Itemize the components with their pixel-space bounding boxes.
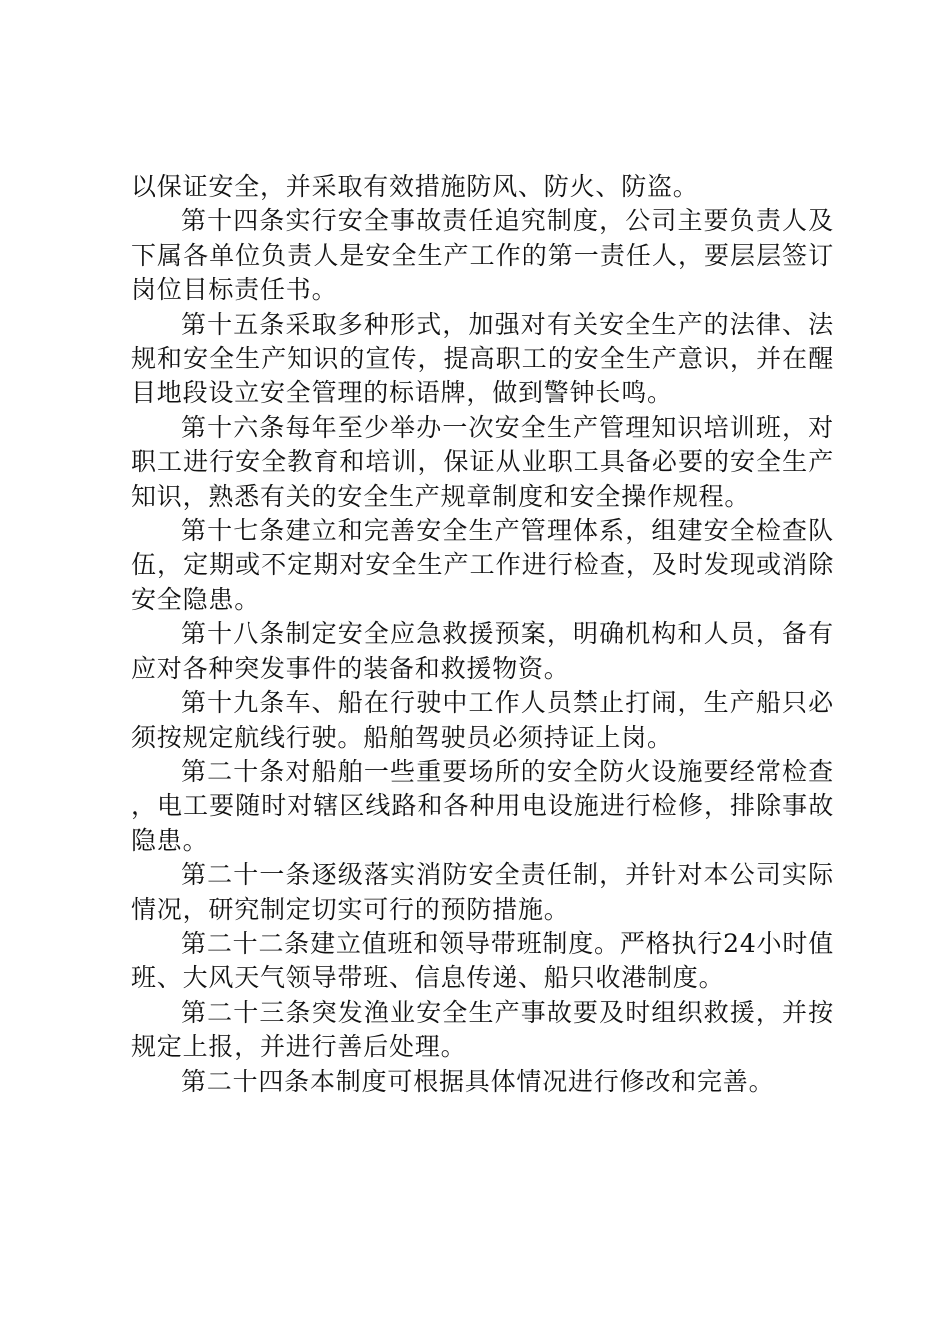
article-18: 第十八条制定安全应急救援预案，明确机构和人员，备有应对各种突发事件的装备和救援物资。 (131, 619, 834, 683)
article-14: 第十四条实行安全事故责任追究制度，公司主要负责人及下属各单位负责人是安全生产工作的第一责任人，要层层签订岗位目标责任书。 (131, 206, 834, 305)
article-20: 第二十条对船舶一些重要场所的安全防火设施要经常检查，电工要随时对辖区线路和各种用电设施进行检修，排除事故隐患。 (131, 756, 834, 855)
document-page (131, 170, 834, 1099)
article-22: 第二十二条建立值班和领导带班制度。严格执行24小时值班、大风天气领导带班、信息传递、船只收港制度。 (131, 928, 834, 993)
article-23: 第二十三条突发渔业安全生产事故要及时组织救援，并按规定上报，并进行善后处理。 (131, 997, 834, 1062)
article-16: 第十六条每年至少举办一次安全生产管理知识培训班，对职工进行安全教育和培训，保证从业职工具备必要的安全生产知识，熟悉有关的安全生产规章制度和安全操作规程。 (131, 412, 834, 511)
article-19: 第十九条车、船在行驶中工作人员禁止打闹，生产船只必须按规定航线行驶。船舶驾驶员必须持证上岗。 (131, 688, 834, 752)
paragraph-continuation: 以保证安全，并采取有效措施防风、防火、防盗。 (131, 172, 699, 201)
article-21: 第二十一条逐级落实消防安全责任制，并针对本公司实际情况，研究制定切实可行的预防措施。 (131, 860, 834, 924)
article-15: 第十五条采取多种形式，加强对有关安全生产的法律、法规和安全生产知识的宣传，提高职工的安全生产意识，并在醒目地段设立安全管理的标语牌，做到警钟长鸣。 (131, 309, 834, 408)
article-24: 第二十四条本制度可根据具体情况进行修改和完善。 (181, 1066, 775, 1096)
article-17: 第十七条建立和完善安全生产管理体系，组建安全检查队伍，定期或不定期对安全生产工作进行检查，及时发现或消除安全隐患。 (131, 516, 834, 614)
